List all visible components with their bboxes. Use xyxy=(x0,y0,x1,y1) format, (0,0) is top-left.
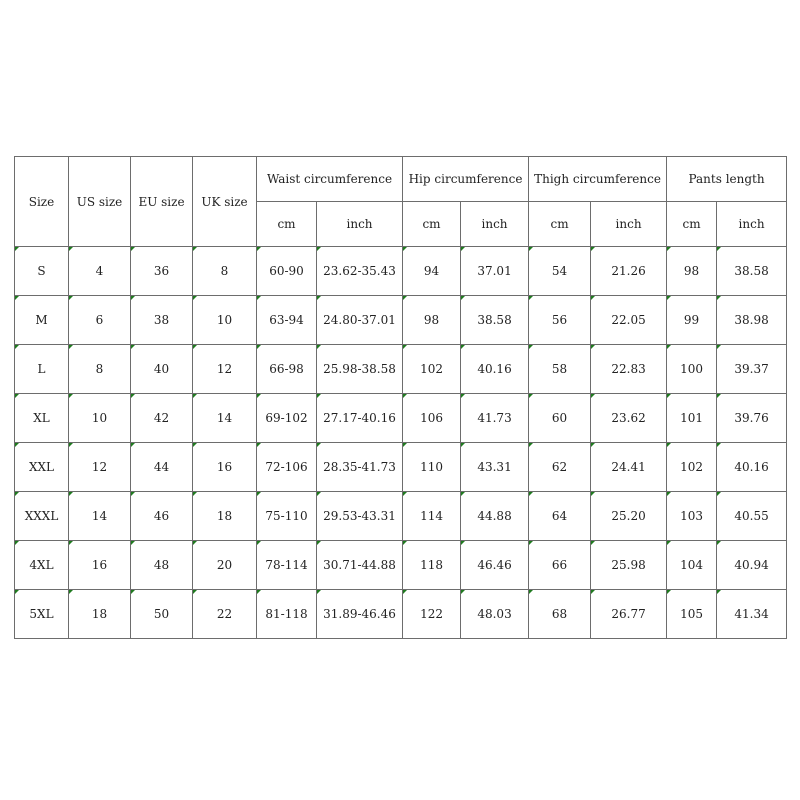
header-size: Size xyxy=(15,157,69,247)
table-cell: 20 xyxy=(193,541,257,590)
table-cell: 27.17-40.16 xyxy=(317,394,403,443)
table-cell: 105 xyxy=(667,590,717,639)
table-cell: 14 xyxy=(69,492,131,541)
table-cell: 118 xyxy=(403,541,461,590)
unit-waist-cm: cm xyxy=(257,202,317,247)
unit-pants-inch: inch xyxy=(717,202,787,247)
table-cell: 36 xyxy=(131,247,193,296)
table-cell: 102 xyxy=(403,345,461,394)
table-cell: 28.35-41.73 xyxy=(317,443,403,492)
header-us-size: US size xyxy=(69,157,131,247)
table-cell: 18 xyxy=(193,492,257,541)
table-row xyxy=(15,247,787,296)
table-row xyxy=(15,541,787,590)
table-cell: 58 xyxy=(529,345,591,394)
table-cell: 23.62 xyxy=(591,394,667,443)
table-row xyxy=(15,394,787,443)
table-cell: 72-106 xyxy=(257,443,317,492)
table-cell: 38.58 xyxy=(717,247,787,296)
table-cell: 39.76 xyxy=(717,394,787,443)
table-cell: 100 xyxy=(667,345,717,394)
table-cell: 40.16 xyxy=(461,345,529,394)
table-cell: 25.98-38.58 xyxy=(317,345,403,394)
size-chart-container xyxy=(14,156,786,639)
header-row-main xyxy=(15,157,787,202)
table-cell: 110 xyxy=(403,443,461,492)
unit-pants-cm: cm xyxy=(667,202,717,247)
table-cell: 25.98 xyxy=(591,541,667,590)
header-hip: Hip circumference xyxy=(403,157,529,202)
table-cell: 16 xyxy=(69,541,131,590)
table-cell: 114 xyxy=(403,492,461,541)
table-cell: 37.01 xyxy=(461,247,529,296)
table-cell: 4XL xyxy=(15,541,69,590)
unit-waist-inch: inch xyxy=(317,202,403,247)
table-cell: 8 xyxy=(69,345,131,394)
table-cell: 38.98 xyxy=(717,296,787,345)
unit-hip-cm: cm xyxy=(403,202,461,247)
table-cell: M xyxy=(15,296,69,345)
table-cell: 64 xyxy=(529,492,591,541)
table-cell: 41.34 xyxy=(717,590,787,639)
table-cell: 24.80-37.01 xyxy=(317,296,403,345)
table-cell: L xyxy=(15,345,69,394)
table-cell: 66-98 xyxy=(257,345,317,394)
table-cell: 21.26 xyxy=(591,247,667,296)
table-cell: 68 xyxy=(529,590,591,639)
header-waist: Waist circumference xyxy=(257,157,403,202)
table-row xyxy=(15,492,787,541)
table-cell: 104 xyxy=(667,541,717,590)
table-cell: 103 xyxy=(667,492,717,541)
table-cell: 99 xyxy=(667,296,717,345)
table-cell: 40 xyxy=(131,345,193,394)
table-cell: 5XL xyxy=(15,590,69,639)
table-cell: 41.73 xyxy=(461,394,529,443)
table-cell: 44.88 xyxy=(461,492,529,541)
table-cell: 48.03 xyxy=(461,590,529,639)
table-cell: 22 xyxy=(193,590,257,639)
table-cell: 66 xyxy=(529,541,591,590)
table-cell: 10 xyxy=(69,394,131,443)
table-cell: 106 xyxy=(403,394,461,443)
table-cell: 24.41 xyxy=(591,443,667,492)
table-cell: 50 xyxy=(131,590,193,639)
header-uk-size: UK size xyxy=(193,157,257,247)
table-cell: 12 xyxy=(69,443,131,492)
table-cell: 75-110 xyxy=(257,492,317,541)
table-cell: 30.71-44.88 xyxy=(317,541,403,590)
table-cell: 18 xyxy=(69,590,131,639)
table-cell: 48 xyxy=(131,541,193,590)
table-cell: 31.89-46.46 xyxy=(317,590,403,639)
table-cell: 6 xyxy=(69,296,131,345)
table-cell: 69-102 xyxy=(257,394,317,443)
unit-thigh-cm: cm xyxy=(529,202,591,247)
table-cell: 101 xyxy=(667,394,717,443)
table-cell: 23.62-35.43 xyxy=(317,247,403,296)
table-cell: 22.05 xyxy=(591,296,667,345)
table-cell: 14 xyxy=(193,394,257,443)
table-cell: 62 xyxy=(529,443,591,492)
table-cell: 16 xyxy=(193,443,257,492)
table-row xyxy=(15,296,787,345)
table-cell: 98 xyxy=(403,296,461,345)
table-cell: 38 xyxy=(131,296,193,345)
table-cell: 40.16 xyxy=(717,443,787,492)
table-cell: 26.77 xyxy=(591,590,667,639)
table-cell: XL xyxy=(15,394,69,443)
table-cell: 81-118 xyxy=(257,590,317,639)
table-cell: XXXL xyxy=(15,492,69,541)
table-cell: 12 xyxy=(193,345,257,394)
table-cell: 78-114 xyxy=(257,541,317,590)
unit-thigh-inch: inch xyxy=(591,202,667,247)
table-cell: 22.83 xyxy=(591,345,667,394)
table-cell: 60-90 xyxy=(257,247,317,296)
table-row xyxy=(15,443,787,492)
table-cell: 42 xyxy=(131,394,193,443)
table-cell: 54 xyxy=(529,247,591,296)
table-cell: 46 xyxy=(131,492,193,541)
table-cell: 4 xyxy=(69,247,131,296)
unit-hip-inch: inch xyxy=(461,202,529,247)
table-cell: 40.55 xyxy=(717,492,787,541)
table-cell: 94 xyxy=(403,247,461,296)
table-cell: 98 xyxy=(667,247,717,296)
size-chart-body xyxy=(15,247,787,639)
table-cell: 25.20 xyxy=(591,492,667,541)
table-cell: 38.58 xyxy=(461,296,529,345)
table-cell: 8 xyxy=(193,247,257,296)
table-cell: 60 xyxy=(529,394,591,443)
table-cell: 56 xyxy=(529,296,591,345)
table-row xyxy=(15,590,787,639)
size-chart-table xyxy=(14,156,787,639)
table-row xyxy=(15,345,787,394)
table-cell: 29.53-43.31 xyxy=(317,492,403,541)
table-cell: XXL xyxy=(15,443,69,492)
table-cell: S xyxy=(15,247,69,296)
table-cell: 102 xyxy=(667,443,717,492)
table-cell: 122 xyxy=(403,590,461,639)
header-thigh: Thigh circumference xyxy=(529,157,667,202)
table-cell: 43.31 xyxy=(461,443,529,492)
table-cell: 10 xyxy=(193,296,257,345)
table-cell: 39.37 xyxy=(717,345,787,394)
header-eu-size: EU size xyxy=(131,157,193,247)
table-cell: 44 xyxy=(131,443,193,492)
header-pants-length: Pants length xyxy=(667,157,787,202)
table-cell: 40.94 xyxy=(717,541,787,590)
table-cell: 63-94 xyxy=(257,296,317,345)
table-cell: 46.46 xyxy=(461,541,529,590)
